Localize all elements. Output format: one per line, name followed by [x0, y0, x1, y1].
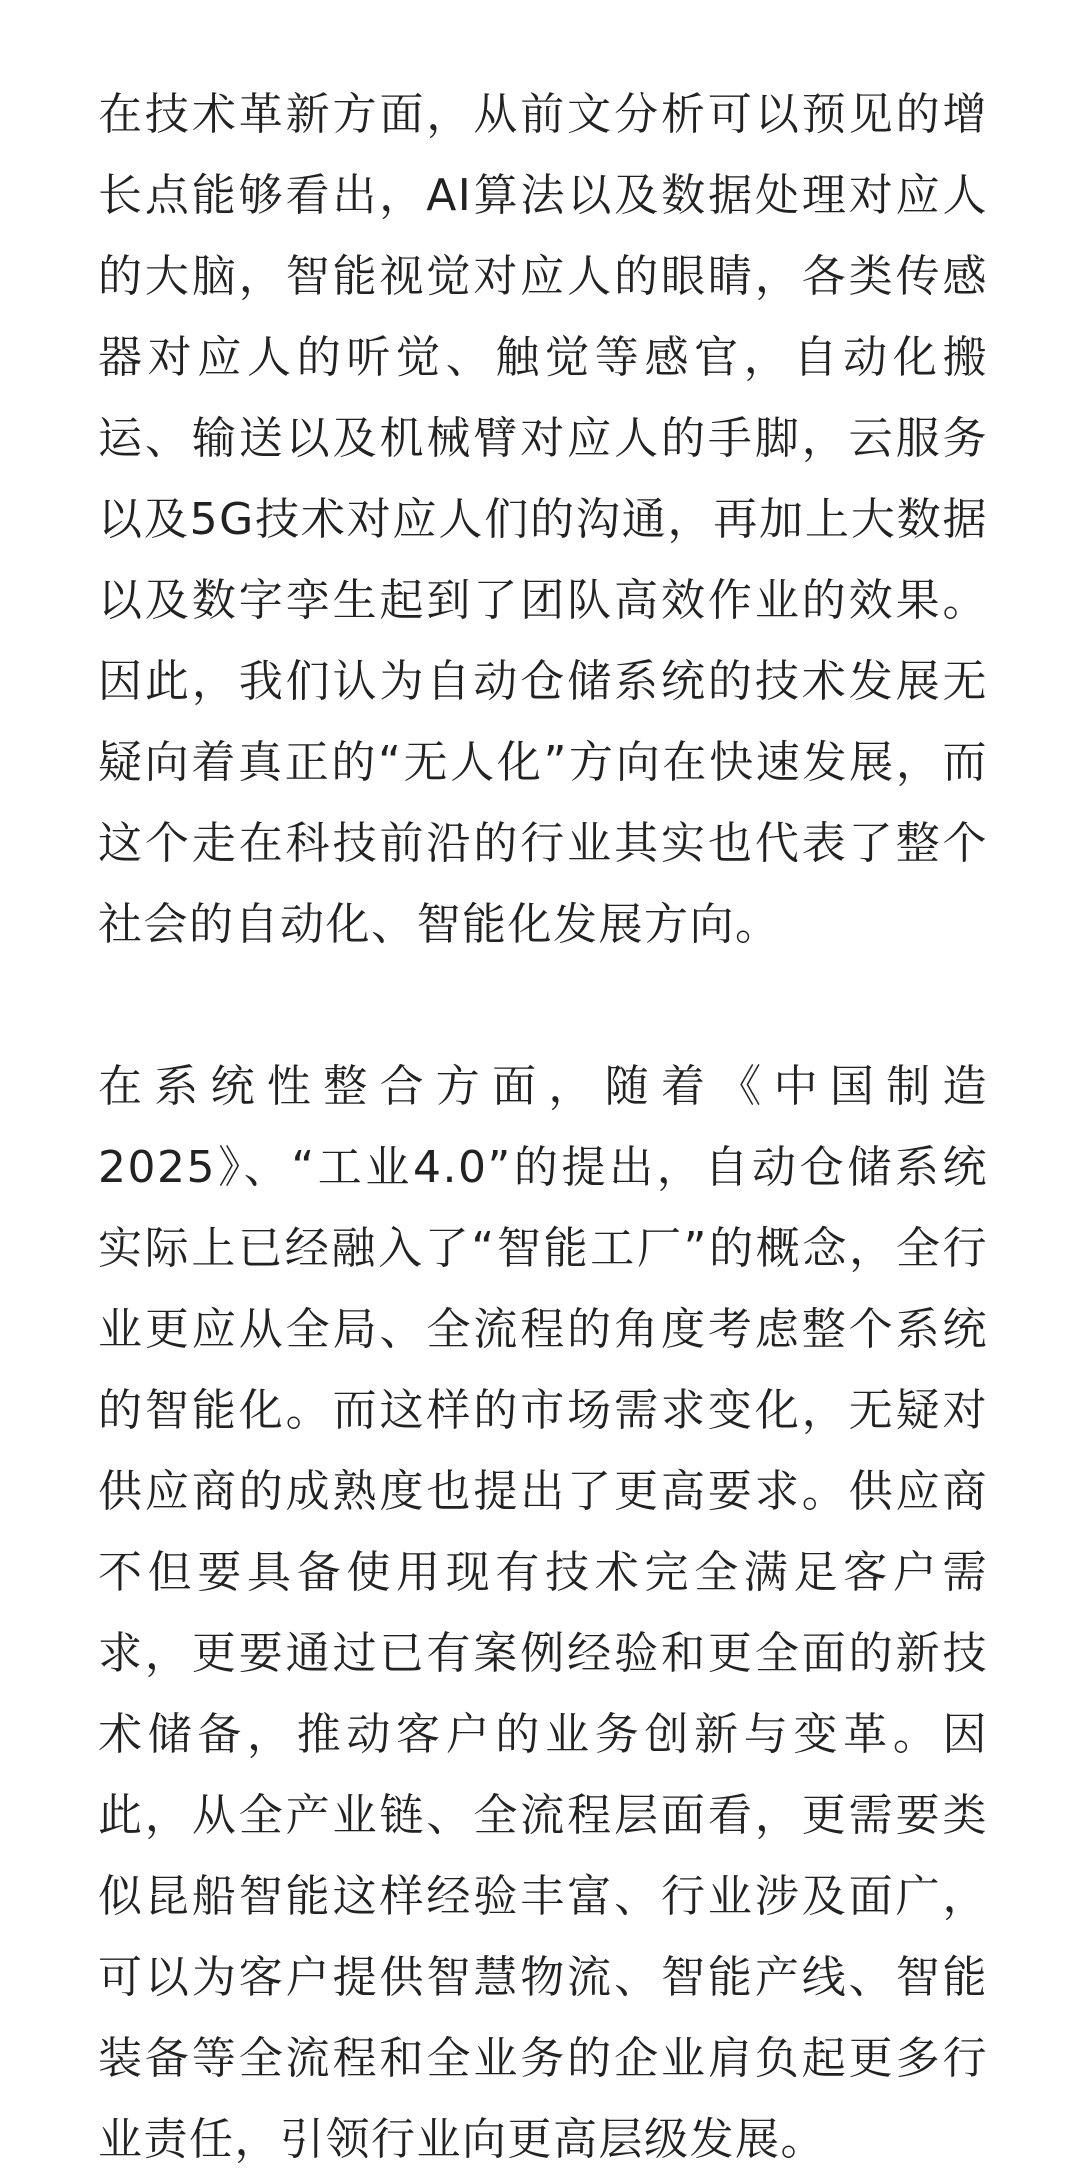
- article-body: [98, 74, 988, 2180]
- paragraph-technology-innovation: 在技术革新方面，从前文分析可以预见的增长点能够看出，AI算法以及数据处理对应人的大脑，智能视觉对应人的眼睛，各类传感器对应人的听觉、触觉等感官，自动化搬运、输送以及机械臂对应人的手脚，云服务以及5G技术对应人们的沟通，再加上大数据以及数字孪生起到了团队高效作业的效果。因此，我们认为自动仓储系统的技术发展无疑向着真正的“无人化”方向在快速发展，而这个走在科技前沿的行业其实也代表了整个社会的自动化、智能化发展方向。: [98, 89, 988, 950]
- paragraph-system-integration: 在系统性整合方面，随着《中国制造2025》、“工业4.0”的提出，自动仓储系统实际上已经融入了“智能工厂”的概念，全行业更应从全局、全流程的角度考虑整个系统的智能化。而这样的市场需求变化，无疑对供应商的成熟度也提出了更高要求。供应商不但要具备使用现有技术完全满足客户需求，更要通过已有案例经验和更全面的新技术储备，推动客户的业务创新与变革。因此，从全产业链、全流程层面看，更需要类似昆船智能这样经验丰富、行业涉及面广，可以为客户提供智慧物流、智能产线、智能装备等全流程和全业务的企业肩负起更多行业责任，引领行业向更高层级发展。: [98, 1061, 988, 2165]
